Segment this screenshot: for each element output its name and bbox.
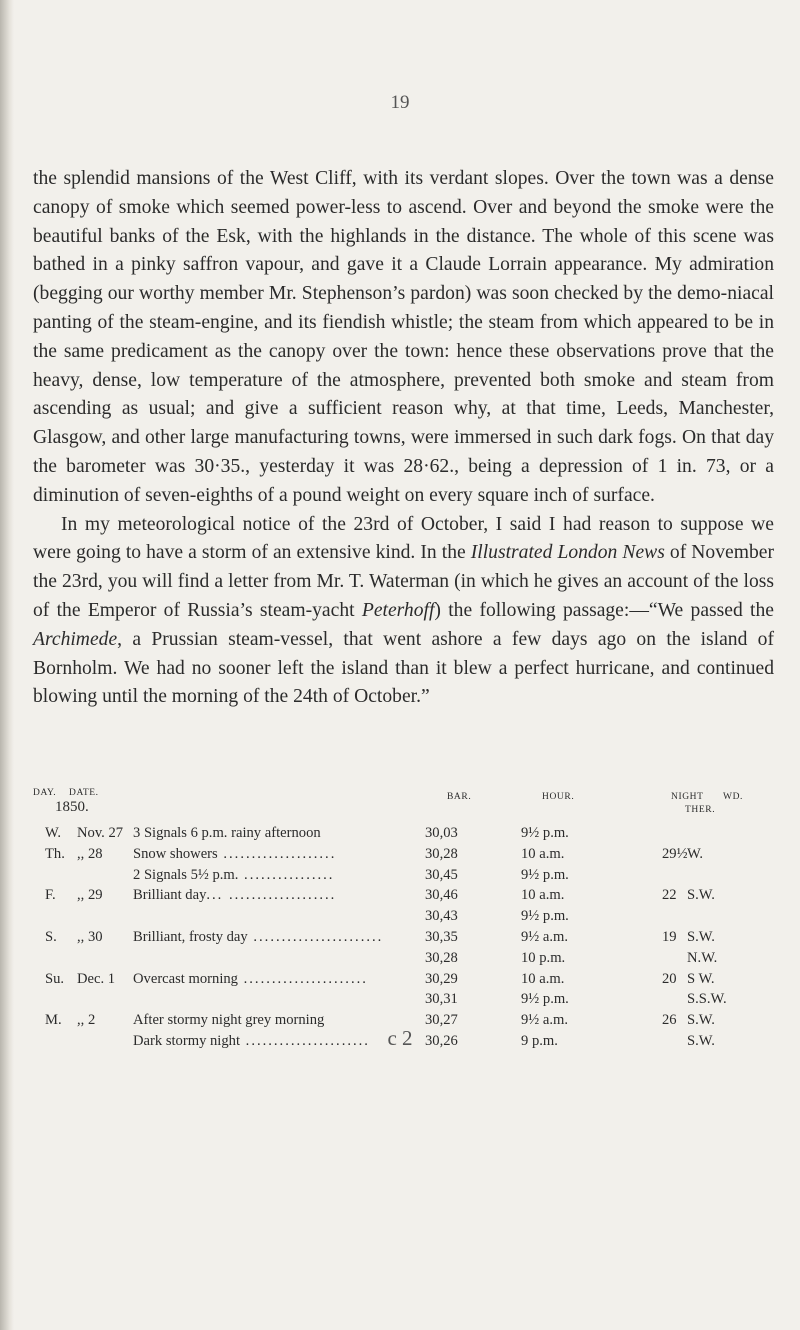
row-barometer: 30,29 [425,970,458,987]
row-night-thermometer: 29½ [662,845,688,862]
row-date: ,, 29 [77,887,103,904]
table-body [35,823,775,1052]
row-barometer: 30,28 [425,845,458,862]
header-night: NIGHT [671,792,704,802]
row-day: S. [45,928,57,945]
paragraph-1: the splendid mansions of the West Cliff, with its verdant slopes. Over the town was a dense canopy of smoke which seemed power-less to ascend. Over and beyond the smoke were the beautiful banks of the Esk, with the highlands in the distance. The whole of this scene was bathed in a pinky saffron vapour, and gave it a Claude Lorrain appearance. My admiration (begging our worthy member Mr. Stephenson’s pardon) was soon checked by the demo-niacal panting of the steam-engine, and its fiendish whistle; the steam from which appeared to be in the same predicament as the canopy over the town: hence these observations prove that the heavy, dense, low temperature of the atmosphere, prevented both smoke and steam from ascending as usual; and give a sufficient reason why, at that time, Leeds, Manchester, Glasgow, and other large manufacturing towns, were immersed in such dark fogs. On that day the barometer was 30·35., yesterday it was 28·62., being a depression of 1 in. 73, or a diminution of seven-eighths of a pound weight on every square inch of surface. [33,168,774,506]
row-barometer: 30,43 [425,908,458,925]
row-description-text: 3 Signals 6 p.m. rainy afternoon [133,825,321,841]
row-description-text: Overcast morning [133,970,238,987]
row-night-thermometer: 20 [662,970,677,987]
row-wind: W. [687,845,704,862]
table-row [35,906,775,927]
table-header [35,783,775,823]
paragraph-2-part-1: In my meteorological notice of the 23rd of October, I said I had reason to suppose we were going to have a storm of an extensive kind. In the [33,513,774,564]
paragraph-2 [33,511,774,713]
row-night-thermometer: 22 [662,887,677,904]
row-hour: 9½ p.m. [521,991,569,1008]
row-description-text: Brilliant day [133,887,207,904]
row-dot-leader: ....................... [247,928,384,945]
table-row [35,823,775,844]
page-edge-shadow [0,0,14,1330]
row-description [133,885,419,906]
row-wind: N.W. [687,949,718,966]
row-date: ,, 28 [77,845,103,862]
header-day: DAY. [33,788,57,798]
row-wind: S.W. [687,1012,715,1029]
row-description-text: Snow showers [133,845,218,862]
yacht-name: Peterhoff [361,599,435,621]
table-row [35,927,775,948]
row-wind: S.S.W. [687,991,727,1008]
row-wind: S.W. [687,928,715,945]
row-description [133,865,419,886]
row-dot-leader: ................ [238,866,335,883]
row-hour: 9½ a.m. [521,928,569,945]
row-description [133,969,419,990]
table-row [35,844,775,865]
paragraph-2-part-2: of November the 23rd, you will find a letter from Mr. T. Waterman (in which he gives an account of the loss of the Emperor of Russia’s steam-yacht [33,542,774,621]
paragraph-2-part-4: , a Prussian steam-vessel, that went ashore a few days ago on the island of Bornholm. We had no sooner left the island than it blew a perfect hurricane, and continued blowing until the morning of the 24th of October.” [33,628,774,708]
row-date: Nov. 27 [77,825,124,841]
vessel-name: Archimede [33,628,118,650]
row-hour: 9½ p.m. [521,866,569,883]
row-barometer: 30,27 [425,1012,458,1029]
row-hour: 10 a.m. [521,845,565,862]
row-barometer: 30,26 [425,1032,458,1049]
row-hour: 9½ p.m. [521,825,569,841]
row-date: ,, 30 [77,928,103,945]
paragraph-2-part-3: ) the following passage:—“We passed the [434,599,774,621]
row-night-thermometer: 26 [662,1012,677,1029]
header-date: DATE. [69,788,99,798]
row-hour: 10 p.m. [521,949,566,966]
weather-table [35,783,775,1052]
newspaper-title: Illustrated London News [470,542,665,564]
row-day: Su. [45,970,65,987]
row-wind: S W. [687,970,715,987]
body-text [33,165,774,712]
row-date: Dec. 1 [77,970,116,987]
page-number: 19 [390,92,410,113]
row-wind: S.W. [687,887,715,904]
row-hour: 10 a.m. [521,887,565,904]
row-barometer: 30,46 [425,887,458,904]
signature-mark: c 2 [387,1026,413,1050]
header-year: 1850. [55,799,89,815]
row-dot-leader: ...................... [240,1032,370,1049]
row-barometer: 30,45 [425,866,458,883]
row-description [133,927,419,948]
row-date: ,, 2 [77,1012,96,1029]
table-row [35,865,775,886]
row-hour: 9½ p.m. [521,908,569,925]
row-description-text: 2 Signals 5½ p.m. [133,866,239,883]
row-description [133,844,419,865]
row-dot-leader: .................... [217,845,337,862]
row-description-text: Brilliant, frosty day [133,928,248,945]
row-description [133,823,419,844]
row-barometer: 30,31 [425,991,458,1008]
row-barometer: 30,35 [425,928,458,945]
row-hour: 9 p.m. [521,1032,558,1049]
header-hour: HOUR. [542,792,575,802]
row-day: F. [45,887,56,904]
row-hour: 9½ a.m. [521,1012,569,1029]
row-day: Th. [45,845,65,862]
row-night-thermometer: 19 [662,928,677,945]
table-row [35,989,775,1010]
row-barometer: 30,28 [425,949,458,966]
header-ther: THER. [685,805,716,815]
row-dot-leader: ... ................... [206,887,337,904]
row-barometer: 30,03 [425,825,458,841]
row-hour: 10 a.m. [521,970,565,987]
row-wind: S.W. [687,1032,715,1049]
row-day: M. [45,1012,62,1029]
table-row [35,885,775,906]
row-description-text: Dark stormy night [133,1032,241,1049]
row-day: W. [45,825,62,841]
table-row [35,969,775,990]
header-bar: BAR. [447,792,472,802]
row-dot-leader: ...................... [237,970,368,987]
header-wd: WD. [723,792,744,802]
row-description-text: After stormy night grey morning [133,1012,325,1029]
table-row [35,948,775,969]
